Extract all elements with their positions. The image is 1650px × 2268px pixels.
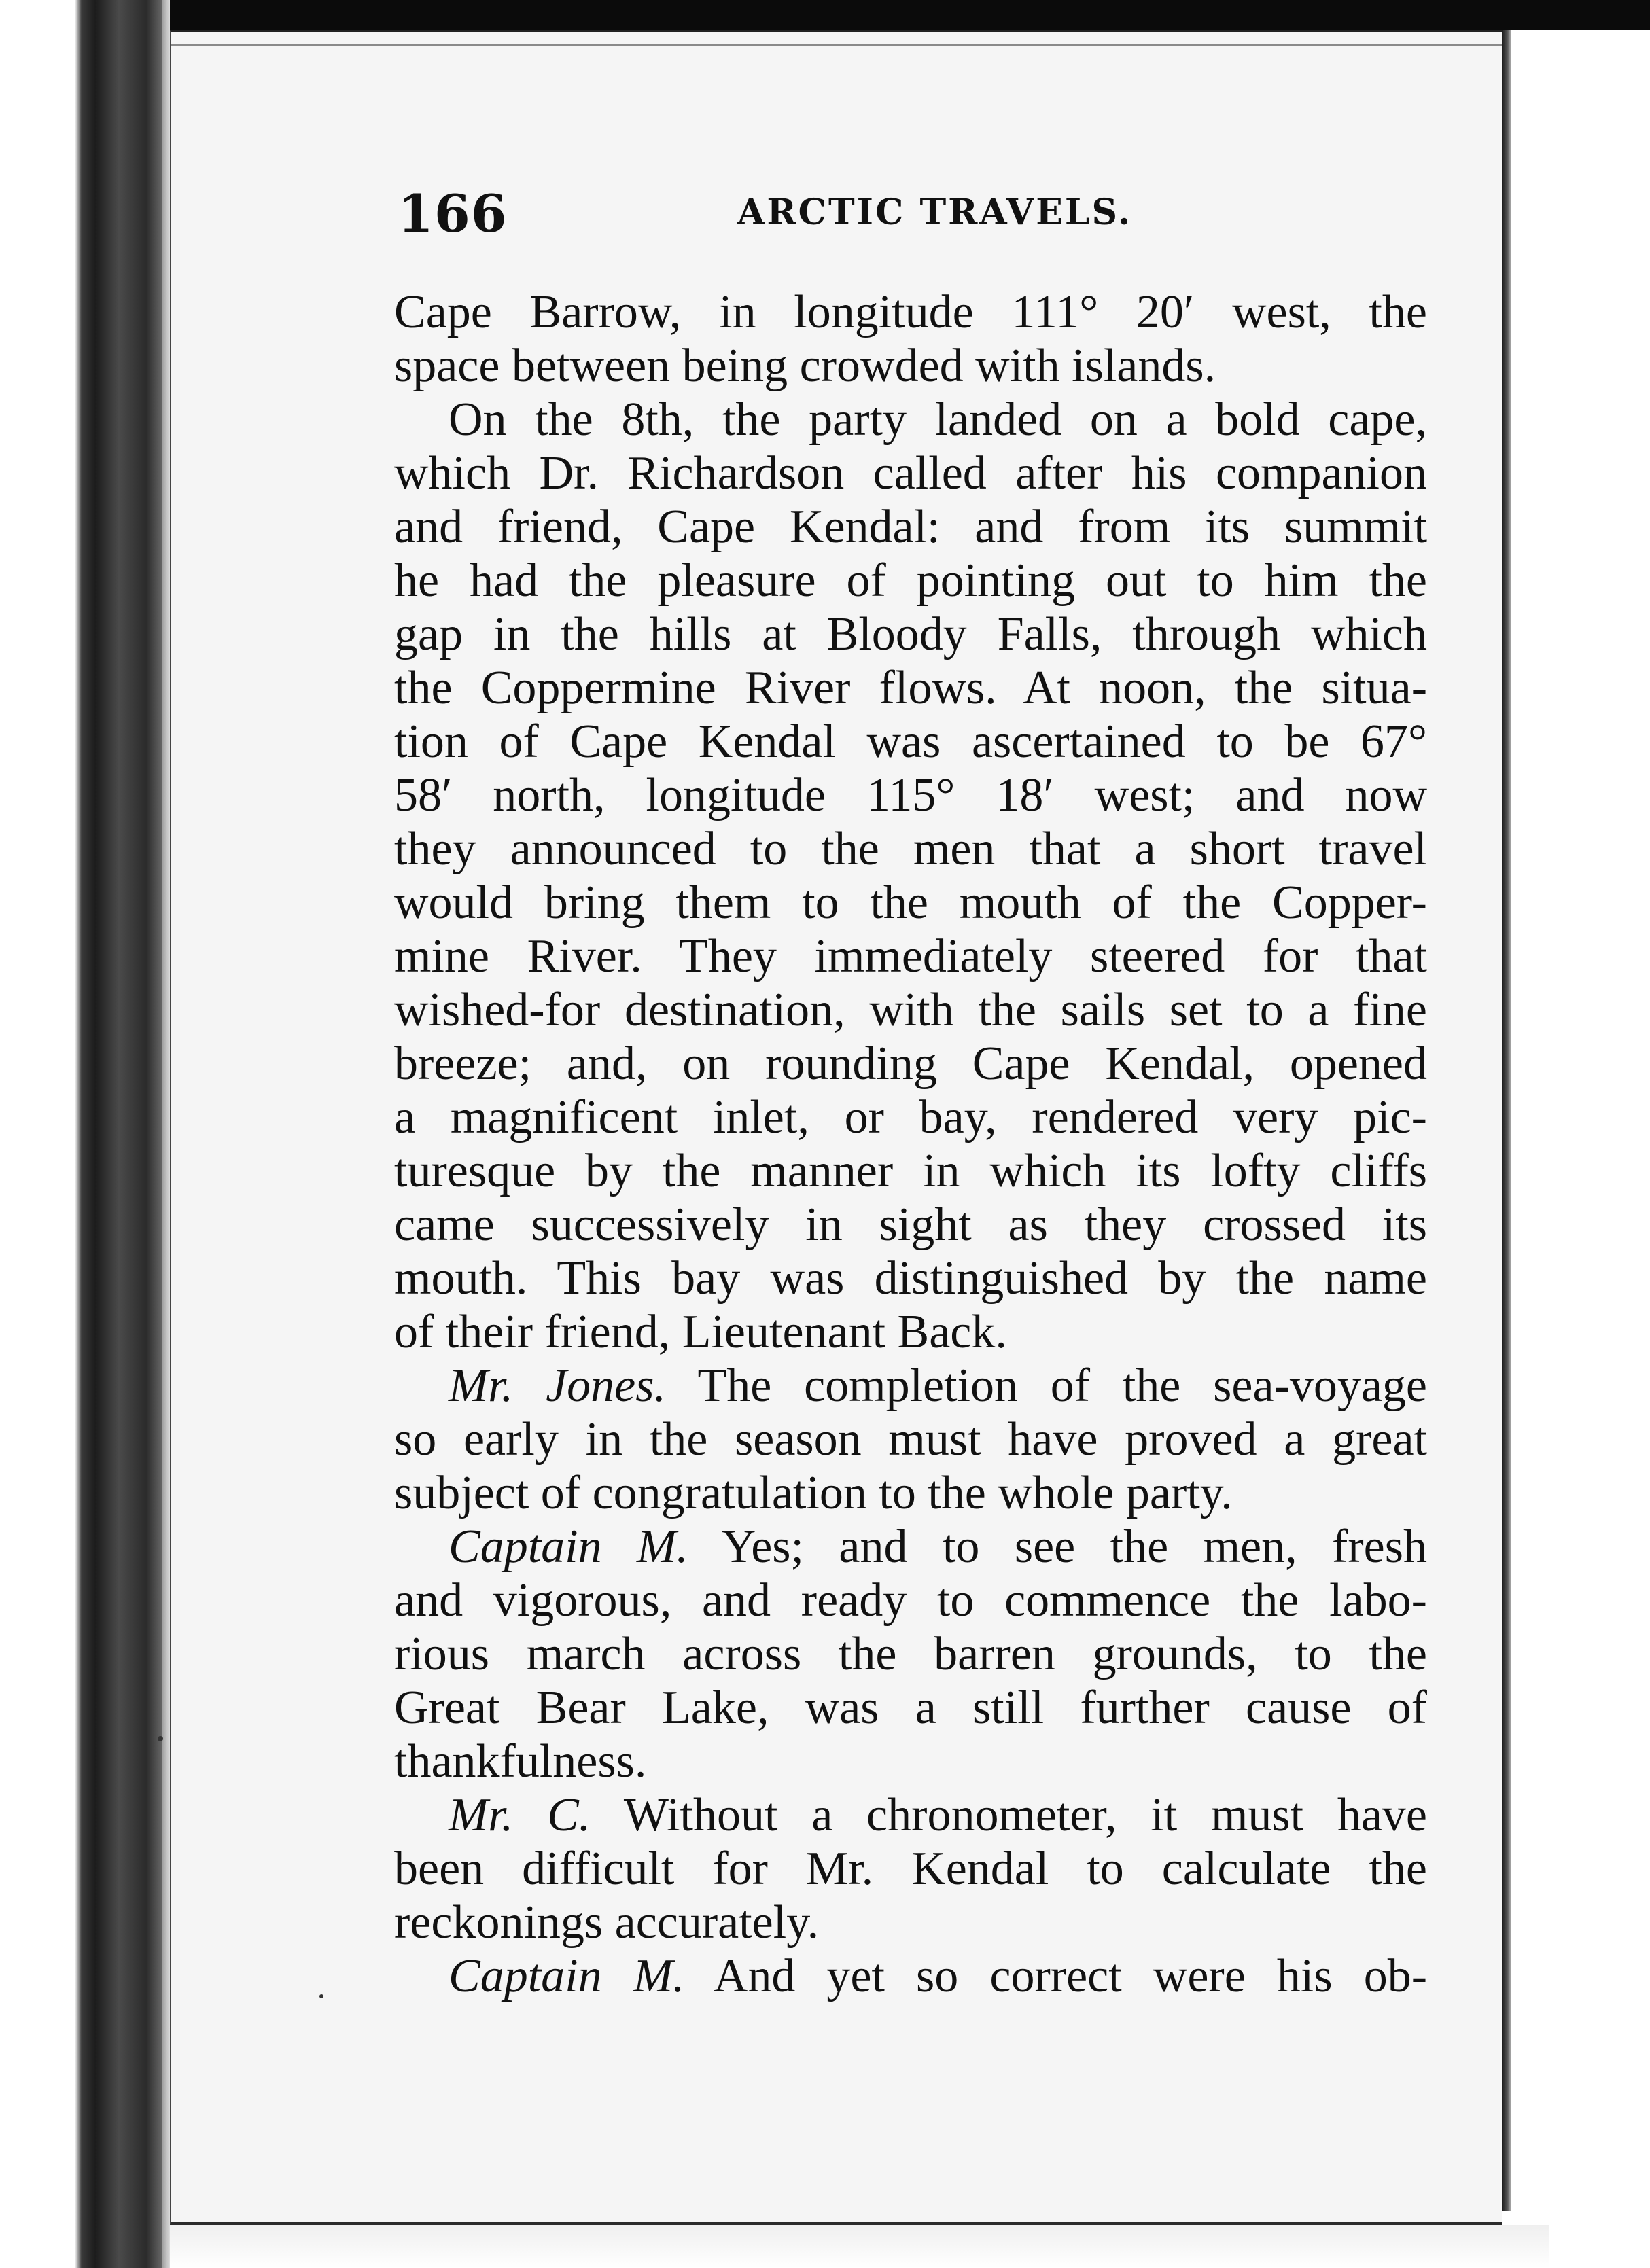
text-line: The completion of the sea-voyage (697, 1360, 1427, 1412)
speaker-name: Mr. Jones. (449, 1360, 666, 1412)
text-line: Without a chronometer, it must have (623, 1789, 1428, 1841)
page-gutter-edge (1502, 30, 1511, 2211)
text-line: so early in the season must have proved a great (394, 1413, 1427, 1466)
text-line: On the 8th, the party landed on a bold cape, (449, 393, 1427, 446)
text-line: turesque by the manner in which its lofty cliffs (394, 1145, 1427, 1197)
speaker-name: Mr. C. (449, 1789, 591, 1841)
running-title: ARCTIC TRAVELS. (737, 192, 1133, 233)
text-line: and friend, Cape Kendal: and from its summit (394, 501, 1427, 553)
text-line: space between being crowded with islands. (394, 340, 1216, 392)
text-line: they announced to the men that a short travel (394, 823, 1427, 875)
running-header (398, 183, 1437, 258)
text-line: wished-for destination, with the sails set to a fine (394, 984, 1427, 1036)
dialogue-line (394, 1949, 1427, 2003)
text-line: which Dr. Richardson called after his companion (394, 447, 1427, 499)
text-line: a magnificent inlet, or bay, rendered very pic- (394, 1091, 1427, 1144)
text-line: 58′ north, longitude 115° 18′ west; and now (394, 769, 1427, 821)
text-line: gap in the hills at Bloody Falls, through which (394, 608, 1427, 660)
speaker-name: Captain M. (449, 1521, 688, 1573)
text-line: mine River. They immediately steered for that (394, 930, 1427, 982)
body-text (394, 285, 1427, 2003)
dialogue-line (394, 1359, 1427, 1413)
text-line: rious march across the barren grounds, to the (394, 1628, 1427, 1680)
scan-speck (158, 1736, 163, 1741)
text-line: came successively in sight as they crossed its (394, 1199, 1427, 1251)
text-line: and vigorous, and ready to commence the labo- (394, 1574, 1427, 1627)
facing-page-margin (1511, 30, 1650, 2211)
text-line: been difficult for Mr. Kendal to calculate the (394, 1843, 1427, 1895)
text-line: reckonings accurately. (394, 1896, 820, 1949)
text-line: would bring them to the mouth of the Copper- (394, 876, 1427, 929)
text-line: subject of congratulation to the whole party. (394, 1467, 1233, 1519)
text-line: breeze; and, on rounding Cape Kendal, opened (394, 1038, 1427, 1090)
text-line: And yet so correct were his ob- (713, 1950, 1427, 2002)
text-line: Yes; and to see the men, fresh (721, 1521, 1427, 1573)
page-number: 166 (398, 183, 508, 244)
text-line: thankfulness. (394, 1735, 647, 1788)
dialogue-line (394, 1788, 1427, 1842)
text-line: Great Bear Lake, was a still further cause of (394, 1682, 1427, 1734)
speaker-name: Captain M. (449, 1950, 685, 2002)
text-line: Cape Barrow, in longitude 111° 20′ west, the (394, 286, 1427, 338)
book-spine-edge (0, 0, 170, 2268)
text-line: of their friend, Lieutenant Back. (394, 1306, 1007, 1358)
dialogue-line (394, 1520, 1427, 1574)
scan-speck (319, 1994, 323, 1998)
text-line: he had the pleasure of pointing out to him the (394, 554, 1427, 607)
text-line: mouth. This bay was distinguished by the name (394, 1252, 1427, 1305)
scan-top-edge (0, 0, 1650, 30)
text-line: the Coppermine River flows. At noon, the situa- (394, 662, 1427, 714)
page-bottom-shadow (170, 2225, 1549, 2268)
text-line: tion of Cape Kendal was ascertained to be 67° (394, 715, 1427, 768)
